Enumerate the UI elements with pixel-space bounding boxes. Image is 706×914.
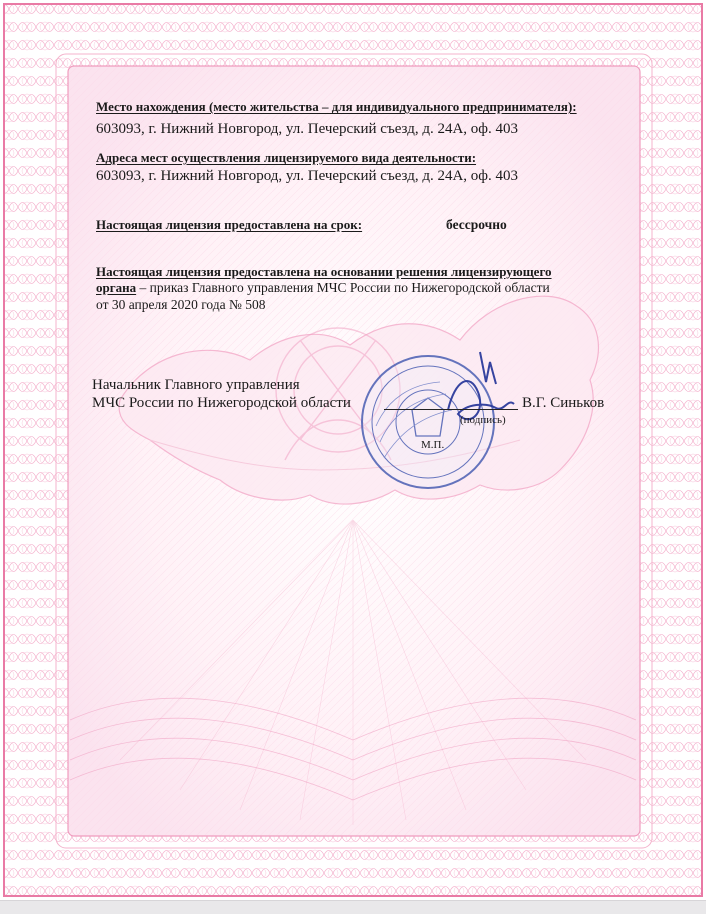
signature-caption: (подпись)	[460, 414, 506, 426]
basis-text-line2: от 30 апреля 2020 года № 508	[96, 297, 266, 312]
term-value: бессрочно	[446, 217, 507, 232]
location-value: 603093, г. Нижний Новгород, ул. Печерский съезд, д. 24А, оф. 403	[96, 121, 519, 137]
signatory-title-line2: МЧС России по Нижегородской области	[92, 395, 351, 411]
basis-heading-line2: органа	[96, 280, 137, 295]
location-heading: Место нахождения (место жительства – для индивидуального предпринимателя):	[96, 99, 577, 114]
activity-value: 603093, г. Нижний Новгород, ул. Печерский съезд, д. 24А, оф. 403	[96, 168, 519, 184]
signatory-title-line1: Начальник Главного управления	[92, 377, 300, 393]
signature-line	[384, 409, 518, 410]
bottom-gray-strip	[0, 900, 706, 914]
signatory-name: В.Г. Синьков	[522, 395, 605, 411]
basis-heading-line1: Настоящая лицензия предоставлена на основании решения лицензирующего	[96, 264, 552, 279]
seal-caption: М.П.	[421, 439, 445, 451]
term-heading: Настоящая лицензия предоставлена на срок:	[96, 217, 363, 232]
basis-text-line1: – приказ Главного управления МЧС России по Нижегородской области	[136, 280, 550, 295]
basis-line2	[96, 281, 550, 295]
activity-heading: Адреса мест осуществления лицензируемого вида деятельности:	[96, 150, 477, 165]
